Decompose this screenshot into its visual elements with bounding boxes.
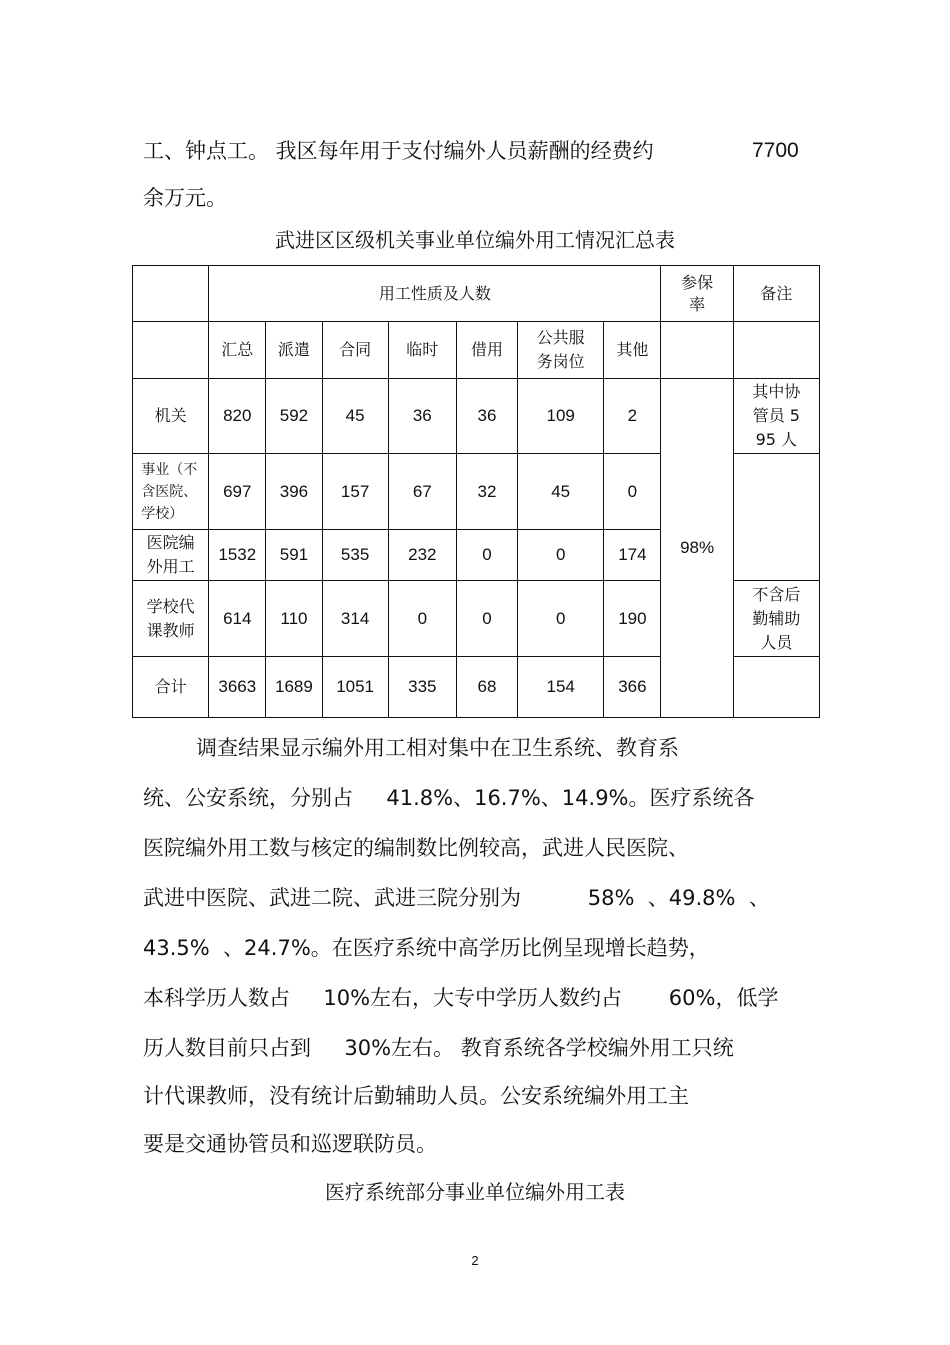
- table-cell: 0: [388, 581, 456, 657]
- table-2-title: 医疗系统部分事业单位编外用工表: [325, 1180, 625, 1204]
- column-header: 公共服务岗位: [518, 322, 604, 379]
- table-cell: 1051: [322, 657, 388, 718]
- body-line: 医院编外用工数与核定的编制数比例较高，武进人民医院、: [143, 836, 689, 860]
- table-cell: 45: [322, 379, 388, 454]
- insurance-rate-cell: 98%: [661, 379, 733, 718]
- table-cell: 0: [604, 454, 661, 530]
- header-blank-cell: [661, 322, 733, 379]
- body-line: 要是交通协管员和巡逻联防员。: [143, 1132, 437, 1156]
- header-blank-cell: [133, 322, 209, 379]
- header-blank-cell: [133, 266, 209, 322]
- table-cell: 820: [209, 379, 266, 454]
- summary-table: [132, 265, 820, 718]
- table-cell: 36: [388, 379, 456, 454]
- table-cell: 190: [604, 581, 661, 657]
- body-line: 武进中医院、武进二院、武进三院分别为 58% 、49.8% 、: [143, 886, 770, 910]
- row-label: 合计: [133, 657, 209, 718]
- column-header: 派遣: [266, 322, 322, 379]
- table-cell: 110: [266, 581, 322, 657]
- body-line: 调查结果显示编外用工相对集中在卫生系统、教育系: [196, 736, 679, 760]
- table-cell: 109: [518, 379, 604, 454]
- group-header: 用工性质及人数: [209, 266, 661, 322]
- table-cell: 0: [518, 530, 604, 581]
- row-label: 事业（不含医院、学校）: [133, 454, 209, 530]
- header-blank-cell: [733, 322, 819, 379]
- intro-line-1-text: 工、钟点工。 我区每年用于支付编外人员薪酬的经费约: [143, 139, 654, 163]
- table-cell: 535: [322, 530, 388, 581]
- row-label: 学校代课教师: [133, 581, 209, 657]
- body-line: 本科学历人数占 10%左右，大专中学历人数约占 60%，低学: [143, 986, 779, 1010]
- remark-header: 备注: [733, 266, 819, 322]
- table-cell: 1689: [266, 657, 322, 718]
- table-cell: 396: [266, 454, 322, 530]
- table-title: 武进区区级机关事业单位编外用工情况汇总表: [275, 228, 675, 252]
- table-cell: 232: [388, 530, 456, 581]
- table-cell: 614: [209, 581, 266, 657]
- body-line: 计代课教师，没有统计后勤辅助人员。公安系统编外用工主: [143, 1084, 689, 1108]
- remark-cell: [733, 657, 819, 718]
- table-row: [133, 379, 820, 454]
- body-line: 统、公安系统，分别占 41.8%、16.7%、14.9%。医疗系统各: [143, 786, 755, 810]
- table-cell: 314: [322, 581, 388, 657]
- intro-line-1: [143, 138, 654, 164]
- table-cell: 32: [456, 454, 517, 530]
- intro-line-2: 余万元。: [143, 186, 227, 210]
- table-header-row-2: [133, 322, 820, 379]
- body-line: 历人数目前只占到 30%左右。 教育系统各学校编外用工只统: [143, 1036, 734, 1060]
- table-cell: 67: [388, 454, 456, 530]
- page-number: 2: [471, 1253, 479, 1268]
- intro-line-1-number: 7700: [752, 139, 799, 162]
- table-cell: 3663: [209, 657, 266, 718]
- table-cell: 2: [604, 379, 661, 454]
- table-cell: 592: [266, 379, 322, 454]
- row-label: 机关: [133, 379, 209, 454]
- column-header: 借用: [456, 322, 517, 379]
- table-cell: 1532: [209, 530, 266, 581]
- table-cell: 0: [456, 530, 517, 581]
- table-cell: 157: [322, 454, 388, 530]
- column-header: 临时: [388, 322, 456, 379]
- table-cell: 335: [388, 657, 456, 718]
- body-line: 43.5% 、24.7%。在医疗系统中高学历比例呈现增长趋势，: [143, 936, 710, 960]
- table-cell: 45: [518, 454, 604, 530]
- table-cell: 36: [456, 379, 517, 454]
- table-header-row-1: [133, 266, 820, 322]
- remark-cell: [733, 454, 819, 581]
- column-header: 合同: [322, 322, 388, 379]
- table-cell: 174: [604, 530, 661, 581]
- rate-header: 参保率: [661, 266, 733, 322]
- column-header: 其他: [604, 322, 661, 379]
- column-header: 汇总: [209, 322, 266, 379]
- table-cell: 591: [266, 530, 322, 581]
- row-label: 医院编外用工: [133, 530, 209, 581]
- table-cell: 366: [604, 657, 661, 718]
- table-cell: 68: [456, 657, 517, 718]
- table-cell: 697: [209, 454, 266, 530]
- table-cell: 154: [518, 657, 604, 718]
- remark-cell: 其中协管员 595 人: [733, 379, 819, 454]
- table-cell: 0: [518, 581, 604, 657]
- table-cell: 0: [456, 581, 517, 657]
- remark-cell: 不含后勤辅助人员: [733, 581, 819, 657]
